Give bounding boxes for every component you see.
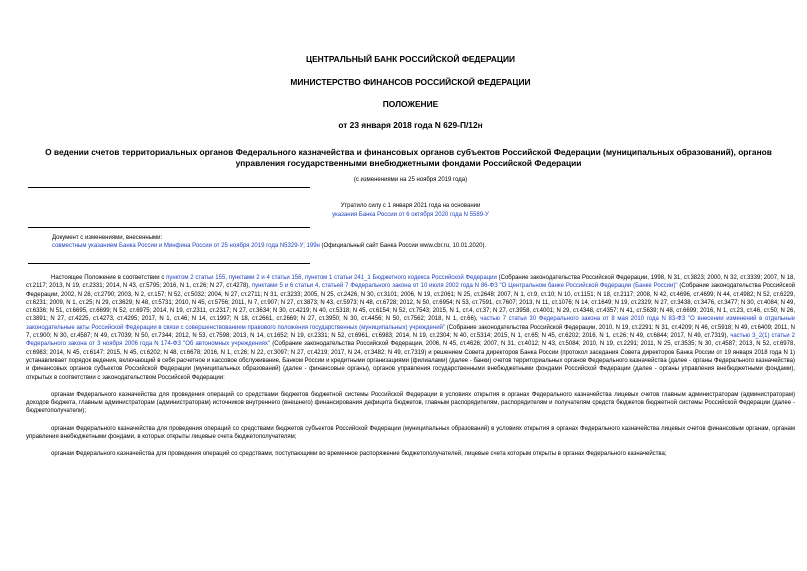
- document-date-number: от 23 января 2018 года N 629-П/12н: [338, 120, 483, 130]
- preamble-text-3: (Собрание законодательства Российской Федерации, 2002, N 28, ст.2790; 2003, N 2, ст.157; N 52, ст.5032; 2004, N 27, ст.2711; N 31, ст.3233; 2005, N 25, ст.2426, N 30, ст.3101; 2006, N 19, ст.2061; N 25, ст.2648; 2007, N 1, ст.9, ст.10; N 10, ст.1151; N 18, ст.2117; 2008, N 42, ст.4696, ст.4699; N 44, ст.4982; N 52, ст.6229, ст.6231; 2009, N 1, ст.25; N 29, ст.3629; N 48, ст.5731; 2010, N 45, ст.5756; 2011, N 7, ст.907; N 27, ст.3873; N 43, ст.5973; N 48, ст.6728; 2012, N 50, ст.6954; N 53, ст.7591, ст.7607; 2013, N 11, ст.1076; N 14, ст.1649; N 19, ст.2329; N 27, ст.3438, ст.3476, ст.3477; N 30, ст.4084; N 49, ст.6336; N 51, ст.6695, ст.6699; N 52, ст.6975; 2014, N 19, ст.2311, ст.2317; N 27, ст.3634; N 30, ст.4219; N 40, ст.5318; N 45, ст.6154; N 52, ст.7543; 2015, N 1, ст.4, ст.37; N 27, ст.3958, ст.4001; N 29, ст.4348, ст.4357; N 41, ст.5639; N 48, ст.6699; 2016, N 1, ст.23, ст.46, ст.50; N 26, ст.3891; N 27, ст.4225, ст.4273, ст.4295; 2017, N 1, ст.46; N 14, ст.1997; N 18, ст.2661, ст.2669; N 27, ст.3950; N 30, ст.4456; N 50, ст.7562; 2018, N 1, ст.66),: [26, 283, 796, 323]
- divider: [28, 227, 310, 228]
- changes-note: (с изменениями на 25 ноября 2019 года): [353, 177, 468, 183]
- law-174fz-link[interactable]: частью 3_2(1) статьи 2 Федерального закона от 3 ноября 2006 года N 174-ФЗ "Об автономных учреждениях": [26, 333, 795, 348]
- list-paragraph: органам Федерального казначейства для проведения операций со средствами бюджетов субъектов Российской Федерации (муниципальных образований) в условиях открытия в органах Федерального казначейства лицевых счетов финансовым органам, органам управления внебюджетными фондами, в которых открыты лицевые счета бюджетополучателям;: [26, 425, 795, 441]
- amendments-block: [26, 234, 795, 250]
- amendment-link[interactable]: совместным указанием Банка России и Минфина России от 25 ноября 2019 года N5329-У; 199н: [52, 243, 320, 249]
- list-paragraph: органам Федерального казначейства для проведения операций со средствами, поступающими во временное распоряжение бюджетополучателей, лицевые счета которым открыты в органах Федерального казначейства;: [51, 451, 667, 458]
- document-title: О ведении счетов территориальных органов Федерального казначейства и финансовых органов субъектов Российской Федерации (муниципальных образований), органов управления государственными внебюджетными фондами Российской Федерации: [45, 147, 772, 168]
- divider: [28, 263, 310, 264]
- amendments-entry: [52, 242, 795, 250]
- preamble-text-2: (Собрание законодательства Российской Федерации, 1998, N 31, ст.3823; 2000, N 32, ст.3339; 2007, N 18, ст.2117; 2013, N 19, ст.2331; 2014, N 43, ст.5795; 2016, N 1, ст.26; N 27, ст.4278),: [26, 275, 795, 290]
- preamble-text-5: (Собрание законодательства Российской Федерации, 2006, N 45, ст.4626; 2007, N 31, ст.4012; N 43, ст.5084; 2010, N 19, ст.2291; 2011, N 25, ст.3535; N 30, ст.4587; 2013, N 52, ст.6978, ст.6983; 2014, N 45, ст.6147; 2015, N 45, ст.6202; N 48, ст.6678; 2016, N 1, ст.26; N 22, ст.3097; N 27, ст.4219; 2017, N 24, ст.3482; N 49, ст.7319) и решением Совета директоров Банка России (протокол заседания Совета директоров Банка России от 19 января 2018 года N 1) устанавливает порядок ведения, включающий в себя расчетное и кассовое обслуживание, Банком России и кредитными организациями (филиалами) (далее - банки) счетов территориальных органов Федерального казначейства (далее - органы Федерального казначейства) и финансовых органов субъектов Российской Федерации (муниципальных образований) (далее - финансовые органы), органов управления государственными внебюджетными фондами Российской Федерации (далее - органы управления внебюджетными фондами), открытых в соответствии с законодательством Российской Федерации:: [26, 341, 795, 381]
- expired-basis-link[interactable]: указания Банка России от 6 октября 2020 года N 5589-У: [332, 211, 489, 218]
- expired-notice: [26, 202, 795, 219]
- divider: [28, 187, 310, 188]
- central-bank-law-link[interactable]: пунктами 5 и 6 статьи 4, статьей 7 Федерального закона от 10 июля 2002 года N 86-ФЗ "О Центральном банке Российской Федерации (Банке России)": [251, 283, 678, 290]
- issuer-line-bank: ЦЕНТРАЛЬНЫЙ БАНК РОССИЙСКОЙ ФЕДЕРАЦИИ: [305, 54, 516, 64]
- issuer-line-ministry: МИНИСТЕРСТВО ФИНАНСОВ РОССИЙСКОЙ ФЕДЕРАЦИИ: [290, 77, 531, 87]
- law-83fz-link[interactable]: частью 7 статьи 30 Федерального закона от 8 мая 2010 года N 83-ФЗ "О внесении изменений в отдельные законодательные акты Российской Федерации в связи с совершенствованием правового положения государственных (муниципальных) учреждений": [26, 316, 795, 331]
- budget-code-link[interactable]: пунктом 2 статьи 155, пунктами 2 и 4 статьи 156, пунктом 1 статьи 241_1 Бюджетного кодекса Российской Федерации: [166, 275, 497, 281]
- expired-text: Утратило силу с 1 января 2021 года на основании: [340, 203, 481, 209]
- list-paragraph: органам Федерального казначейства для проведения операций со средствами бюджетов бюджетной системы Российской Федерации в условиях открытия в органах Федерального казначейства лицевых счетов главным администраторам (администраторам) доходов бюджета, главным администраторам (администраторам) источников внутреннего (внешнего) финансирования дефицита бюджетов, главным распорядителям, распорядителям и получателям средств бюджетов бюджетной системы Российской Федерации (далее - бюджетополучатели);: [26, 391, 795, 415]
- preamble-text-4: (Собрание законодательства Российской Федерации, 2010, N 19, ст.2291; N 31, ст.4209; N 46, ст.5918; N 49, ст.6409; 2011, N 7, ст.900; N 30, ст.4587; N 49, ст.7039; N 50, ст.7344; 2012, N 53, ст.7598; 2013, N 14, ст.1652; N 19, ст.2331; N 52, ст.6961, ст.6983; 2014, N 19, ст.2304; N 40, ст.5314; 2015, N 1, ст.65; N 45, ст.6202; 2016, N 1, ст.26; N 49, ст.6844; 2017, N 49, ст.7319),: [26, 324, 795, 340]
- amendment-source: (Официальный сайт Банка России www.cbr.ru, 10.01.2020).: [319, 243, 487, 249]
- amendments-label: Документ с изменениями, внесенными:: [52, 235, 163, 241]
- preamble-paragraph: [26, 274, 795, 382]
- document-type: ПОЛОЖЕНИЕ: [382, 99, 439, 109]
- preamble-text-1: Настоящее Положение в соответствии с: [51, 275, 167, 281]
